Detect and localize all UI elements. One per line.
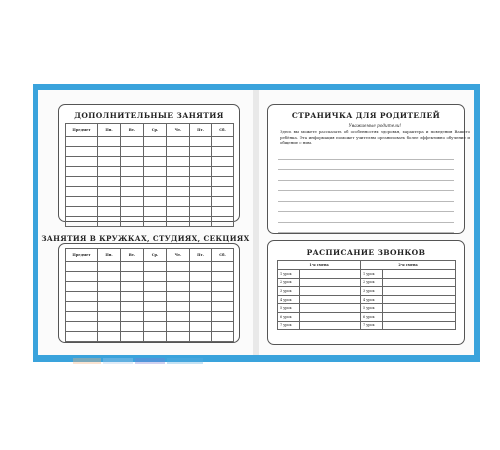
bells-row bbox=[278, 295, 456, 304]
lesson-label: 5 урок bbox=[278, 304, 300, 313]
extra-classes-header-cell: Пн. bbox=[98, 124, 121, 137]
extra-classes-cell[interactable] bbox=[121, 167, 144, 177]
bell-time-cell[interactable] bbox=[300, 287, 361, 296]
extra-classes-cell[interactable] bbox=[190, 207, 212, 217]
parents-note-text: Здесь вы можете рассказать об особенностях здоровья, характера и поведения Вашего ребёнка. Эта информация поможет учителям организовать более эффективно обучение и общение с ним. bbox=[280, 129, 470, 146]
clubs-panel bbox=[58, 243, 240, 343]
parents-writing-lines bbox=[278, 149, 454, 233]
clubs-cell[interactable] bbox=[66, 282, 98, 292]
clubs-cell[interactable] bbox=[212, 332, 234, 342]
writing-line[interactable] bbox=[278, 191, 454, 202]
lesson-label: 2 урок bbox=[361, 278, 383, 287]
writing-line[interactable] bbox=[278, 223, 454, 234]
clubs-cell[interactable] bbox=[98, 272, 121, 282]
extra-classes-cell[interactable] bbox=[212, 207, 234, 217]
extra-classes-cell[interactable] bbox=[144, 207, 167, 217]
bell-time-cell[interactable] bbox=[383, 304, 456, 313]
writing-line[interactable] bbox=[278, 170, 454, 181]
clubs-row bbox=[66, 312, 234, 322]
extra-classes-cell[interactable] bbox=[167, 207, 190, 217]
extra-classes-cell[interactable] bbox=[144, 187, 167, 197]
extra-classes-table bbox=[65, 123, 234, 227]
extra-classes-cell[interactable] bbox=[212, 177, 234, 187]
clubs-cell[interactable] bbox=[66, 262, 98, 272]
extra-classes-cell[interactable] bbox=[212, 147, 234, 157]
clubs-cell[interactable] bbox=[144, 262, 167, 272]
clubs-cell[interactable] bbox=[98, 282, 121, 292]
clubs-cell[interactable] bbox=[121, 322, 144, 332]
clubs-cell[interactable] bbox=[167, 272, 190, 282]
extra-classes-cell[interactable] bbox=[144, 217, 167, 227]
extra-classes-row bbox=[66, 217, 234, 227]
clubs-header-cell: Вт. bbox=[121, 249, 144, 262]
writing-line[interactable] bbox=[278, 149, 454, 160]
clubs-row bbox=[66, 262, 234, 272]
bell-time-cell[interactable] bbox=[383, 278, 456, 287]
clubs-cell[interactable] bbox=[167, 282, 190, 292]
bell-time-cell[interactable] bbox=[383, 287, 456, 296]
clubs-cell[interactable] bbox=[121, 332, 144, 342]
clubs-title: ЗАНЯТИЯ В КРУЖКАХ, СТУДИЯХ, СЕКЦИЯХ bbox=[41, 234, 250, 243]
extra-classes-cell[interactable] bbox=[212, 167, 234, 177]
extra-classes-cell[interactable] bbox=[190, 177, 212, 187]
clubs-cell[interactable] bbox=[144, 332, 167, 342]
writing-line[interactable] bbox=[278, 212, 454, 223]
extra-classes-cell[interactable] bbox=[98, 177, 121, 187]
extra-classes-row bbox=[66, 157, 234, 167]
clubs-cell[interactable] bbox=[167, 312, 190, 322]
extra-classes-cell[interactable] bbox=[167, 197, 190, 207]
clubs-cell[interactable] bbox=[190, 312, 212, 322]
extra-classes-cell[interactable] bbox=[144, 197, 167, 207]
extra-classes-cell[interactable] bbox=[144, 177, 167, 187]
clubs-cell[interactable] bbox=[121, 262, 144, 272]
clubs-cell[interactable] bbox=[66, 302, 98, 312]
extra-classes-cell[interactable] bbox=[167, 217, 190, 227]
parents-note bbox=[280, 123, 470, 146]
bells-panel bbox=[267, 240, 465, 345]
extra-classes-panel bbox=[58, 104, 240, 222]
clubs-cell[interactable] bbox=[190, 292, 212, 302]
extra-classes-cell[interactable] bbox=[190, 137, 212, 147]
clubs-cell[interactable] bbox=[121, 302, 144, 312]
extra-classes-row bbox=[66, 177, 234, 187]
clubs-cell[interactable] bbox=[121, 282, 144, 292]
clubs-row bbox=[66, 272, 234, 282]
extra-classes-cell[interactable] bbox=[98, 137, 121, 147]
diary-spread bbox=[33, 84, 480, 362]
bells-title: РАСПИСАНИЕ ЗВОНКОВ bbox=[306, 248, 426, 257]
clubs-row bbox=[66, 322, 234, 332]
extra-classes-header-cell: Вт. bbox=[121, 124, 144, 137]
bells-row bbox=[278, 270, 456, 279]
clubs-cell[interactable] bbox=[121, 272, 144, 282]
lesson-label: 7 урок bbox=[361, 321, 383, 330]
clubs-header-cell: Чт. bbox=[167, 249, 190, 262]
clubs-cell[interactable] bbox=[98, 312, 121, 322]
extra-classes-cell[interactable] bbox=[212, 137, 234, 147]
extra-classes-cell[interactable] bbox=[190, 147, 212, 157]
extra-classes-cell[interactable] bbox=[98, 187, 121, 197]
clubs-cell[interactable] bbox=[167, 302, 190, 312]
extra-classes-cell[interactable] bbox=[121, 157, 144, 167]
extra-classes-cell[interactable] bbox=[190, 157, 212, 167]
extra-classes-cell[interactable] bbox=[167, 177, 190, 187]
extra-classes-header-cell: Чт. bbox=[167, 124, 190, 137]
lesson-label: 1 урок bbox=[361, 270, 383, 279]
clubs-cell[interactable] bbox=[98, 332, 121, 342]
cover-decoration bbox=[73, 356, 203, 366]
extra-classes-cell[interactable] bbox=[167, 167, 190, 177]
lesson-label: 3 урок bbox=[278, 287, 300, 296]
clubs-header-cell: Сб. bbox=[212, 249, 234, 262]
lesson-label: 5 урок bbox=[361, 304, 383, 313]
extra-classes-cell[interactable] bbox=[98, 207, 121, 217]
clubs-cell[interactable] bbox=[144, 322, 167, 332]
clubs-cell[interactable] bbox=[144, 302, 167, 312]
clubs-cell[interactable] bbox=[66, 322, 98, 332]
bell-time-cell[interactable] bbox=[383, 312, 456, 321]
bell-time-cell[interactable] bbox=[300, 295, 361, 304]
clubs-cell[interactable] bbox=[212, 282, 234, 292]
clubs-cell[interactable] bbox=[190, 332, 212, 342]
extra-classes-cell[interactable] bbox=[98, 217, 121, 227]
clubs-cell[interactable] bbox=[144, 312, 167, 322]
clubs-header-cell: Предмет bbox=[66, 249, 98, 262]
lesson-label: 3 урок bbox=[361, 287, 383, 296]
bell-time-cell[interactable] bbox=[383, 295, 456, 304]
bell-time-cell[interactable] bbox=[383, 270, 456, 279]
extra-classes-header-cell: Предмет bbox=[66, 124, 98, 137]
extra-classes-cell[interactable] bbox=[144, 167, 167, 177]
extra-classes-row bbox=[66, 167, 234, 177]
writing-line[interactable] bbox=[278, 160, 454, 171]
clubs-cell[interactable] bbox=[190, 262, 212, 272]
extra-classes-row bbox=[66, 137, 234, 147]
extra-classes-cell[interactable] bbox=[121, 217, 144, 227]
extra-classes-cell[interactable] bbox=[66, 217, 98, 227]
clubs-header-cell: Пт. bbox=[190, 249, 212, 262]
extra-classes-cell[interactable] bbox=[66, 207, 98, 217]
clubs-row bbox=[66, 282, 234, 292]
extra-classes-cell[interactable] bbox=[98, 167, 121, 177]
extra-classes-row bbox=[66, 197, 234, 207]
writing-line[interactable] bbox=[278, 181, 454, 192]
extra-classes-cell[interactable] bbox=[121, 137, 144, 147]
extra-classes-cell[interactable] bbox=[167, 187, 190, 197]
lesson-label: 2 урок bbox=[278, 278, 300, 287]
clubs-cell[interactable] bbox=[144, 292, 167, 302]
clubs-cell[interactable] bbox=[98, 262, 121, 272]
parents-greeting: Уважаемые родители! bbox=[348, 123, 402, 128]
parents-title: СТРАНИЧКА ДЛЯ РОДИТЕЛЕЙ bbox=[291, 111, 441, 120]
clubs-cell[interactable] bbox=[98, 292, 121, 302]
clubs-header-cell: Пн. bbox=[98, 249, 121, 262]
clubs-cell[interactable] bbox=[167, 262, 190, 272]
bell-time-cell[interactable] bbox=[383, 321, 456, 330]
extra-classes-header-cell: Сб. bbox=[212, 124, 234, 137]
extra-classes-cell[interactable] bbox=[144, 147, 167, 157]
extra-classes-row bbox=[66, 187, 234, 197]
extra-classes-row bbox=[66, 147, 234, 157]
extra-classes-cell[interactable] bbox=[121, 177, 144, 187]
clubs-cell[interactable] bbox=[66, 292, 98, 302]
extra-classes-cell[interactable] bbox=[66, 137, 98, 147]
clubs-row bbox=[66, 332, 234, 342]
lesson-label: 6 урок bbox=[278, 312, 300, 321]
clubs-row bbox=[66, 302, 234, 312]
extra-classes-cell[interactable] bbox=[212, 157, 234, 167]
extra-classes-cell[interactable] bbox=[190, 217, 212, 227]
bell-time-cell[interactable] bbox=[300, 278, 361, 287]
bell-time-cell[interactable] bbox=[300, 321, 361, 330]
extra-classes-cell[interactable] bbox=[98, 157, 121, 167]
bells-row bbox=[278, 312, 456, 321]
clubs-cell[interactable] bbox=[121, 312, 144, 322]
extra-classes-cell[interactable] bbox=[121, 197, 144, 207]
clubs-row bbox=[66, 292, 234, 302]
extra-classes-cell[interactable] bbox=[66, 177, 98, 187]
bells-row bbox=[278, 278, 456, 287]
extra-classes-cell[interactable] bbox=[98, 197, 121, 207]
extra-classes-cell[interactable] bbox=[212, 197, 234, 207]
extra-classes-cell[interactable] bbox=[144, 157, 167, 167]
clubs-cell[interactable] bbox=[190, 282, 212, 292]
extra-classes-cell[interactable] bbox=[167, 137, 190, 147]
extra-classes-row bbox=[66, 207, 234, 217]
lesson-label: 7 урок bbox=[278, 321, 300, 330]
lesson-label: 4 урок bbox=[361, 295, 383, 304]
clubs-cell[interactable] bbox=[212, 272, 234, 282]
extra-classes-header-cell: Ср. bbox=[144, 124, 167, 137]
extra-classes-cell[interactable] bbox=[190, 197, 212, 207]
extra-classes-cell[interactable] bbox=[66, 197, 98, 207]
extra-classes-cell[interactable] bbox=[66, 187, 98, 197]
clubs-cell[interactable] bbox=[190, 302, 212, 312]
left-page bbox=[38, 90, 253, 355]
clubs-cell[interactable] bbox=[144, 282, 167, 292]
clubs-cell[interactable] bbox=[212, 302, 234, 312]
lesson-label: 1 урок bbox=[278, 270, 300, 279]
extra-classes-title: ДОПОЛНИТЕЛЬНЫЕ ЗАНЯТИЯ bbox=[74, 111, 224, 120]
extra-classes-cell[interactable] bbox=[66, 147, 98, 157]
extra-classes-cell[interactable] bbox=[98, 147, 121, 157]
clubs-cell[interactable] bbox=[121, 292, 144, 302]
extra-classes-cell[interactable] bbox=[66, 157, 98, 167]
clubs-cell[interactable] bbox=[212, 292, 234, 302]
clubs-cell[interactable] bbox=[144, 272, 167, 282]
clubs-cell[interactable] bbox=[98, 302, 121, 312]
bells-row bbox=[278, 321, 456, 330]
clubs-cell[interactable] bbox=[66, 332, 98, 342]
shift1-header: 1-я смена bbox=[278, 261, 361, 270]
right-page bbox=[259, 90, 474, 355]
bell-time-cell[interactable] bbox=[300, 270, 361, 279]
clubs-cell[interactable] bbox=[212, 262, 234, 272]
clubs-table bbox=[65, 248, 234, 342]
extra-classes-cell[interactable] bbox=[121, 147, 144, 157]
lesson-label: 4 урок bbox=[278, 295, 300, 304]
bell-time-cell[interactable] bbox=[300, 312, 361, 321]
writing-line[interactable] bbox=[278, 202, 454, 213]
clubs-cell[interactable] bbox=[167, 332, 190, 342]
clubs-cell[interactable] bbox=[190, 322, 212, 332]
bells-table bbox=[277, 260, 456, 330]
parents-panel bbox=[267, 104, 470, 234]
bells-row bbox=[278, 287, 456, 296]
clubs-cell[interactable] bbox=[66, 272, 98, 282]
extra-classes-cell[interactable] bbox=[144, 137, 167, 147]
clubs-cell[interactable] bbox=[212, 312, 234, 322]
clubs-cell[interactable] bbox=[190, 272, 212, 282]
extra-classes-cell[interactable] bbox=[212, 217, 234, 227]
shift2-header: 2-я смена bbox=[361, 261, 456, 270]
clubs-header-cell: Ср. bbox=[144, 249, 167, 262]
clubs-cell[interactable] bbox=[212, 322, 234, 332]
extra-classes-header-cell: Пт. bbox=[190, 124, 212, 137]
clubs-cell[interactable] bbox=[167, 322, 190, 332]
clubs-cell[interactable] bbox=[167, 292, 190, 302]
extra-classes-cell[interactable] bbox=[121, 207, 144, 217]
lesson-label: 6 урок bbox=[361, 312, 383, 321]
extra-classes-cell[interactable] bbox=[121, 187, 144, 197]
extra-classes-cell[interactable] bbox=[190, 167, 212, 177]
bell-time-cell[interactable] bbox=[300, 304, 361, 313]
bells-row bbox=[278, 304, 456, 313]
extra-classes-cell[interactable] bbox=[66, 167, 98, 177]
extra-classes-cell[interactable] bbox=[167, 147, 190, 157]
extra-classes-cell[interactable] bbox=[212, 187, 234, 197]
extra-classes-cell[interactable] bbox=[167, 157, 190, 167]
extra-classes-cell[interactable] bbox=[190, 187, 212, 197]
clubs-cell[interactable] bbox=[66, 312, 98, 322]
clubs-cell[interactable] bbox=[98, 322, 121, 332]
